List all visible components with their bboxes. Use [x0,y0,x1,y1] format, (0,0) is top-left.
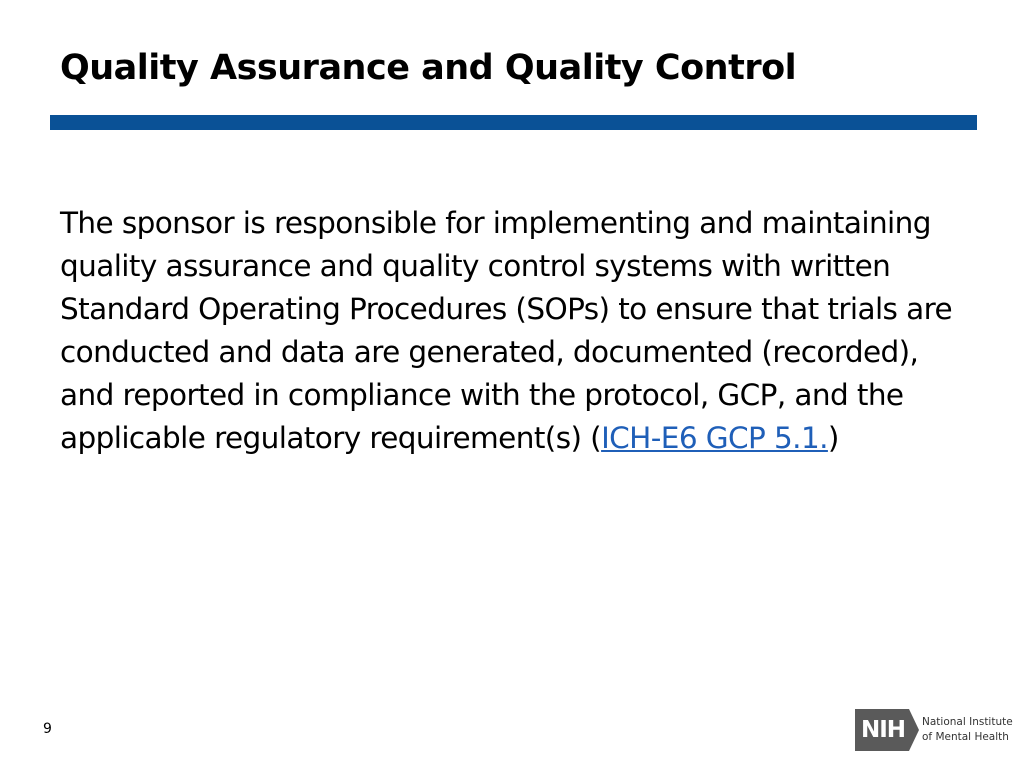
slide-title: Quality Assurance and Quality Control [60,48,797,88]
nih-logo [855,709,1013,751]
body-closing-paren: ) [827,421,839,455]
body-text: The sponsor is responsible for implementing and maintaining quality assurance and quality control systems with written Standard Operating Procedures (SOPs) to ensure that trials are conducted and data are generated, documented (recorded), and reported in compliance with the protocol, GCP, and the applicable regulatory requirement(s) ( [60,206,953,455]
institute-name-line2: of Mental Health [922,731,1009,743]
nih-acronym: NIH [860,717,906,743]
institute-name-line1: National Institute [922,716,1013,728]
page-number: 9 [43,721,52,737]
institute-name [922,715,1013,745]
title-divider-bar [50,115,977,130]
body-paragraph [60,202,960,460]
ich-e6-gcp-link[interactable]: ICH-E6 GCP 5.1. [601,421,828,455]
